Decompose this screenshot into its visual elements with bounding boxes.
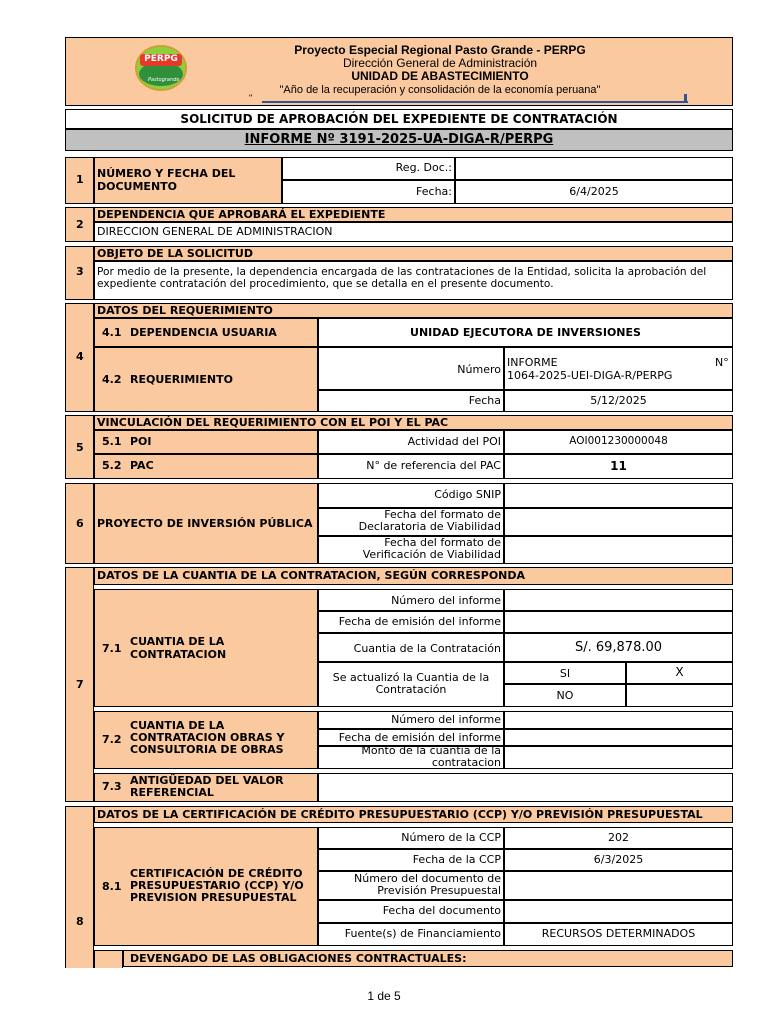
num-doc-label-a: Número del documento de	[354, 872, 501, 885]
section-7-number: 7	[76, 678, 84, 691]
section-2-title: DEPENDENCIA QUE APROBARÁ EL EXPEDIENTE	[94, 207, 733, 222]
header-line2: Dirección General de Administración	[342, 56, 538, 70]
fecha-doc-label: Fecha del documento	[382, 904, 501, 917]
r71-cuantia-label: Cuantia de la Contratación	[353, 642, 501, 655]
header-line4: "Año de la recuperación y consolidación de la economía peruana"	[279, 84, 601, 96]
fecha-ccp-value: 6/3/2025	[593, 853, 644, 866]
r81-num: 8.1	[102, 880, 122, 893]
section-5-number: 5	[76, 441, 84, 454]
section-8-title: DATOS DE LA CERTIFICACIÓN DE CRÉDITO PRESUPUESTARIO (CCP) Y/O PREVISIÓN PRESUPUESTAL	[94, 806, 733, 823]
r72-label-a: CUANTIA DE LA	[130, 719, 225, 732]
si-label: SI	[559, 667, 571, 680]
r42-fecha-value: 5/12/2025	[590, 394, 647, 407]
page-number: 1 de 5	[367, 989, 401, 1003]
r81-label-b: PRESUPUESTARIO (CCP) Y/O	[130, 879, 304, 892]
r42-num: 4.2	[102, 373, 122, 386]
section-2-value: DIRECCION GENERAL DE ADMINISTRACION	[97, 225, 333, 238]
r52-value: 11	[610, 459, 627, 473]
r71-cuantia-value: S/. 69,878.00	[574, 640, 663, 655]
r51-num: 5.1	[102, 435, 122, 448]
s6-label: PROYECTO DE INVERSIÓN PÚBLICA	[97, 517, 313, 530]
reg-doc-label: Reg. Doc.:	[395, 161, 452, 174]
section-3-title: OBJETO DE LA SOLICITUD	[94, 246, 733, 261]
r71-fecha-em-label: Fecha de emisión del informe	[338, 615, 501, 628]
fuente-value: RECURSOS DETERMINADOS	[541, 927, 696, 940]
r73-num: 7.3	[102, 780, 122, 793]
r42-numero-value-c: 1064-2025-UEI-DIGA-R/PERPG	[507, 369, 673, 382]
r52-field-label: N° de referencia del PAC	[366, 459, 501, 472]
r42-numero-label: Número	[457, 363, 501, 376]
r41-num: 4.1	[102, 326, 122, 339]
r73-label-a: ANTIGÜEDAD DEL VALOR	[130, 774, 284, 787]
r71-num-inf-label: Número del informe	[391, 594, 501, 607]
r72-monto-field[interactable]	[504, 746, 733, 769]
r71-actualizo-label-a: Se actualizó la Cuantia de la	[332, 671, 490, 684]
header-line5: "	[249, 93, 253, 103]
header-underline	[262, 101, 688, 103]
section-3-text: Por medio de la presente, la dependencia encargada de las contrataciones de la Entidad, solicita la aprobación del expediente contratación del procedimiento, que se detalla en el presente documento.	[97, 266, 707, 290]
r71-num: 7.1	[102, 642, 122, 655]
r42-fecha-label: Fecha	[468, 394, 501, 407]
logo-text: PERPG	[144, 54, 178, 64]
r72-num: 7.2	[102, 733, 122, 746]
r72-label-c: CONSULTORIA DE OBRAS	[130, 743, 284, 756]
reg-doc-field[interactable]	[455, 157, 733, 180]
r72-fecha-em-label: Fecha de emisión del informe	[338, 731, 501, 744]
r52-num: 5.2	[102, 459, 122, 472]
r42-label: REQUERIMIENTO	[130, 373, 233, 386]
informe-number: INFORME Nº 3191-2025-UA-DIGA-R/PERPG	[65, 129, 733, 151]
fecha-doc-field[interactable]	[504, 900, 733, 923]
codigo-snip-label: Código SNIP	[434, 488, 501, 501]
section-6-number: 6	[76, 517, 84, 530]
no-label: NO	[556, 689, 574, 702]
devengado-title: DEVENGADO DE LAS OBLIGACIONES CONTRACTUALES:	[123, 950, 733, 967]
perpg-logo	[134, 44, 188, 92]
r71-fecha-em-field[interactable]	[504, 611, 733, 633]
section-3-number: 3	[76, 265, 84, 278]
section-5-title: VINCULACIÓN DEL REQUERIMIENTO CON EL POI Y EL PAC	[94, 415, 733, 430]
section-2-number: 2	[76, 218, 84, 231]
declaratoria-field[interactable]	[504, 508, 733, 536]
verificacion-label-a: Fecha del formato de	[384, 536, 501, 549]
r72-fecha-em-field[interactable]	[504, 729, 733, 746]
section-4-number: 4	[76, 350, 84, 363]
declaratoria-label-b: Declaratoria de Viabilidad	[358, 520, 501, 533]
r71-label-a: CUANTIA DE LA	[130, 635, 225, 648]
header-underline-tick	[684, 94, 687, 103]
fecha-label: Fecha:	[416, 185, 452, 198]
r71-actualizo-label-b: Contratación	[375, 683, 447, 696]
r72-monto-label-b: contratacion	[431, 756, 501, 769]
fecha-value: 6/4/2025	[569, 185, 619, 198]
r41-value: UNIDAD EJECUTORA DE INVERSIONES	[410, 326, 641, 339]
num-doc-label-b: Previsión Presupuestal	[377, 884, 501, 897]
r72-num-inf-label: Número del informe	[391, 713, 501, 726]
r72-monto-label-a: Monto de la cuantia de la	[361, 744, 501, 757]
r81-label-a: CERTIFICACIÓN DE CRÉDITO	[130, 867, 303, 880]
section-1-label: NÚMERO Y FECHA DEL DOCUMENTO	[97, 167, 236, 193]
logo-subtext: Pastogrande	[148, 77, 180, 83]
no-checkbox[interactable]	[626, 684, 733, 707]
section-8-number: 8	[76, 915, 84, 928]
si-mark: X	[675, 665, 684, 679]
r71-label-b: CONTRATACION	[130, 648, 227, 661]
r51-value: AOI001230000048	[569, 435, 668, 447]
num-ccp-value: 202	[608, 831, 629, 844]
r72-label-b: CONTRATACION OBRAS Y	[130, 731, 285, 744]
r71-num-inf-field[interactable]	[504, 589, 733, 611]
r42-numero-value-b: N°	[715, 356, 729, 369]
num-doc-field[interactable]	[504, 871, 733, 900]
fecha-ccp-label: Fecha de la CCP	[412, 853, 501, 866]
r81-label-c: PREVISION PRESUPUESTAL	[130, 891, 297, 904]
section-7-title: DATOS DE LA CUANTIA DE LA CONTRATACION, SEGÚN CORRESPONDA	[94, 567, 733, 585]
page-title: SOLICITUD DE APROBACIÓN DEL EXPEDIENTE DE CONTRATACIÓN	[65, 109, 733, 129]
declaratoria-label-a: Fecha del formato de	[384, 508, 501, 521]
num-ccp-label: Número de la CCP	[401, 831, 501, 844]
verificacion-field[interactable]	[504, 536, 733, 564]
section-8-num-cell	[65, 806, 94, 968]
verificacion-label-b: Verificación de Viabilidad	[362, 548, 501, 561]
section-4-title: DATOS DEL REQUERIMIENTO	[94, 303, 733, 318]
r52-label: PAC	[130, 459, 154, 472]
section-1-number: 1	[76, 173, 84, 186]
r72-num-inf-field[interactable]	[504, 711, 733, 729]
header-line1: Proyecto Especial Regional Pasto Grande - PERPG	[294, 43, 586, 57]
r73-field[interactable]	[318, 773, 733, 802]
fuente-label: Fuente(s) de Financiamiento	[344, 927, 501, 940]
r51-field-label: Actividad del POI	[407, 435, 501, 448]
header-line3: UNIDAD DE ABASTECIMIENTO	[351, 69, 529, 83]
r42-numero-value-a: INFORME	[507, 356, 558, 369]
r51-label: POI	[130, 435, 152, 448]
r73-label-b: REFERENCIAL	[130, 786, 214, 799]
codigo-snip-field[interactable]	[504, 483, 733, 508]
r41-label: DEPENDENCIA USUARIA	[130, 326, 277, 339]
